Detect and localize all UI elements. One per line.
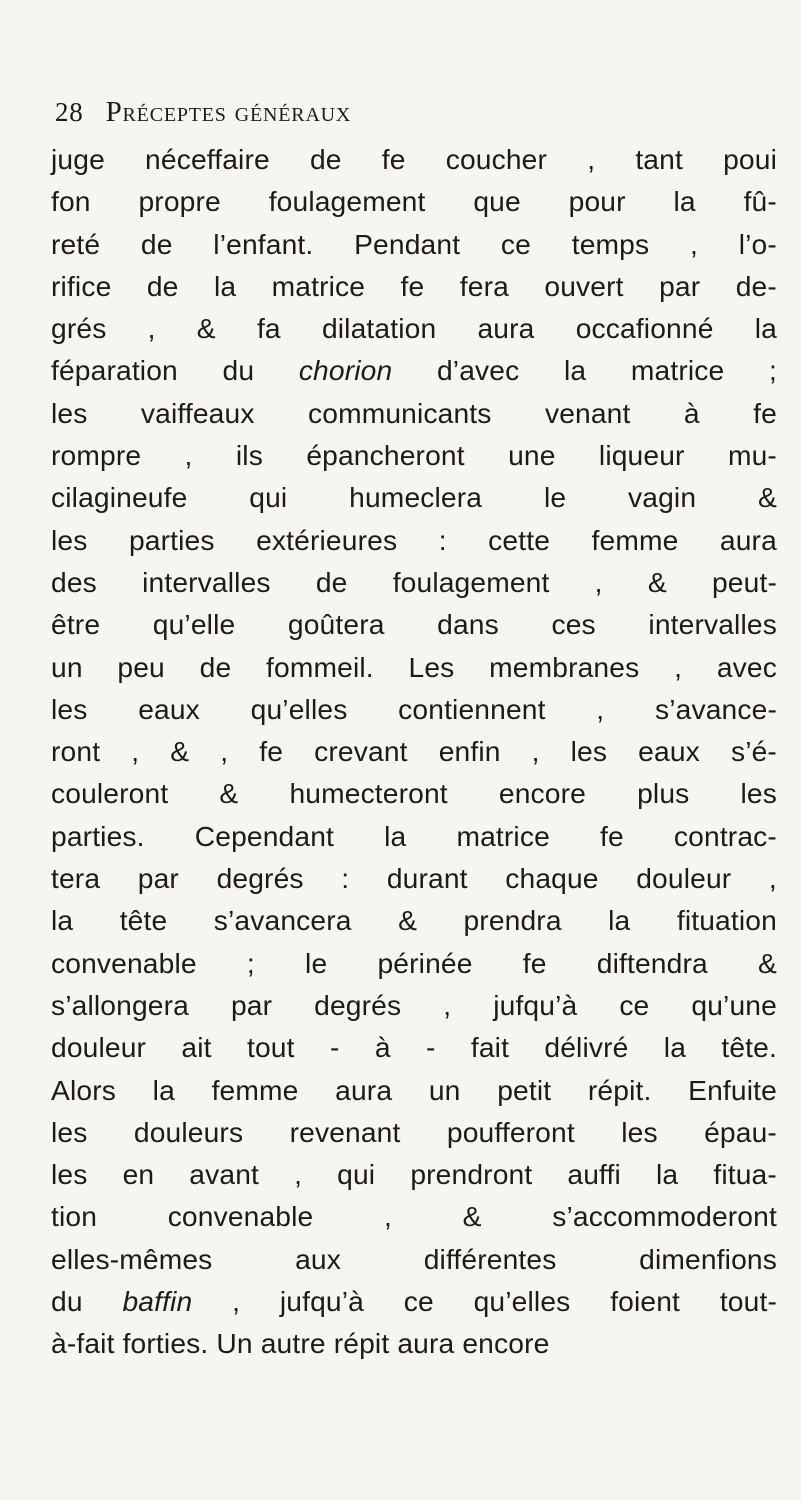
running-head xyxy=(55,96,777,138)
word: fait xyxy=(470,1031,510,1064)
word: peut- xyxy=(711,565,777,598)
word: ils xyxy=(235,439,263,472)
word: par xyxy=(659,269,701,302)
word: une xyxy=(508,439,556,472)
word: des xyxy=(51,565,97,598)
word: s’avancera xyxy=(213,904,352,937)
word: fe xyxy=(600,819,624,852)
word: liqueur xyxy=(598,439,685,472)
word: tera xyxy=(51,862,101,895)
body-text xyxy=(51,138,777,1365)
word: s’avance- xyxy=(655,692,777,725)
word: fituation xyxy=(676,904,777,937)
word: par xyxy=(230,988,273,1021)
word: la xyxy=(663,1031,687,1064)
word: parties. xyxy=(51,819,145,852)
text-line-20 xyxy=(51,942,777,984)
word: & xyxy=(170,735,190,768)
word: le xyxy=(543,481,567,514)
word: périnée xyxy=(377,946,473,979)
word: contiennent xyxy=(398,692,546,725)
word: qu’elles xyxy=(250,692,348,725)
word: ait xyxy=(181,1031,212,1064)
word: & xyxy=(758,481,777,514)
word: poui xyxy=(723,143,777,175)
text-line-7 xyxy=(51,392,777,434)
word: petit xyxy=(497,1073,552,1106)
word: membranes xyxy=(489,650,640,683)
word: eaux xyxy=(638,735,700,768)
text-line-28 xyxy=(51,1280,777,1322)
word: , xyxy=(768,862,777,895)
word: extérieures xyxy=(256,523,398,556)
word: reté xyxy=(51,227,101,260)
word: tout xyxy=(246,1031,295,1064)
word: fommeil. xyxy=(266,650,374,683)
word: humecteront xyxy=(289,777,448,810)
word: , xyxy=(232,1285,241,1318)
word: , xyxy=(689,227,698,260)
text-line-25 xyxy=(51,1153,777,1195)
text-line-18 xyxy=(51,857,777,899)
word: différentes xyxy=(423,1242,557,1275)
word: convenable xyxy=(51,946,197,979)
word: intervalles xyxy=(142,565,271,598)
word: encore xyxy=(462,1327,550,1360)
word: de- xyxy=(735,269,777,302)
word: goûtera xyxy=(287,608,385,641)
word: les xyxy=(51,396,88,429)
text-line-15 xyxy=(51,730,777,772)
word: durant xyxy=(386,862,468,895)
word: forties. xyxy=(122,1327,209,1360)
word: , xyxy=(220,735,229,768)
word: fitua- xyxy=(713,1158,777,1191)
text-line-3 xyxy=(51,223,777,265)
word: répit. xyxy=(587,1073,652,1106)
word: , xyxy=(531,735,540,768)
word: mu- xyxy=(727,439,777,472)
word: ; xyxy=(246,946,255,979)
word: cilagineufe xyxy=(51,481,188,514)
word: vaiffeaux xyxy=(140,396,255,429)
word: les xyxy=(51,692,88,725)
word: , xyxy=(674,650,683,683)
word: les xyxy=(51,1115,88,1148)
word: , xyxy=(131,735,140,768)
word: jufqu’à xyxy=(493,988,578,1021)
word: foulagement xyxy=(392,565,550,598)
word: à-fait xyxy=(51,1327,115,1360)
word: tête. xyxy=(721,1031,777,1064)
word: ; xyxy=(768,354,777,387)
word: & xyxy=(219,777,239,810)
word: prendra xyxy=(463,904,562,937)
word: l’o- xyxy=(738,227,777,260)
word: plus xyxy=(637,777,690,810)
text-line-9 xyxy=(51,476,777,518)
word: les xyxy=(740,777,777,810)
word: pour xyxy=(568,185,626,218)
text-line-11 xyxy=(51,561,777,603)
text-line-27 xyxy=(51,1238,777,1280)
word: juge xyxy=(51,143,105,175)
text-line-2 xyxy=(51,180,777,222)
word: un xyxy=(428,1073,461,1106)
word: aux xyxy=(295,1242,342,1275)
word: s’allongera xyxy=(51,988,189,1021)
word: tête xyxy=(119,904,168,937)
word: qui xyxy=(337,1158,376,1191)
word: fera xyxy=(459,269,509,302)
word: , xyxy=(594,565,603,598)
word: dans xyxy=(437,608,499,641)
text-line-29 xyxy=(51,1322,777,1364)
word: dilatation xyxy=(321,312,437,345)
word: douleur xyxy=(51,1031,147,1064)
word: s’é- xyxy=(730,735,777,768)
word: ront xyxy=(51,735,101,768)
word: Pendant xyxy=(354,227,461,260)
word: Alors xyxy=(51,1073,116,1106)
word: cette xyxy=(488,523,551,556)
text-line-5 xyxy=(51,307,777,349)
word: qui xyxy=(249,481,288,514)
word: répit xyxy=(333,1327,390,1360)
word: féparation xyxy=(51,354,178,387)
word: humeclera xyxy=(349,481,483,514)
word: ce xyxy=(619,988,650,1021)
text-line-24 xyxy=(51,1111,777,1153)
word: la xyxy=(563,354,587,387)
word: ce xyxy=(403,1285,434,1318)
word: fû- xyxy=(743,185,777,218)
running-title: Préceptes généraux xyxy=(105,96,352,128)
text-line-6 xyxy=(51,349,777,391)
word: la xyxy=(213,269,237,302)
word: fe xyxy=(400,269,425,302)
word: Un xyxy=(216,1327,253,1360)
text-line-23 xyxy=(51,1069,777,1111)
text-line-10 xyxy=(51,519,777,561)
word: & xyxy=(647,565,667,598)
word: matrice xyxy=(456,819,550,852)
word: chaque xyxy=(505,862,599,895)
word: tion xyxy=(51,1200,98,1233)
word: baffin xyxy=(122,1285,193,1318)
word: tant xyxy=(635,143,683,175)
text-line-12 xyxy=(51,603,777,645)
word: foient xyxy=(610,1285,681,1318)
word: fe xyxy=(753,396,777,429)
text-line-4 xyxy=(51,265,777,307)
word: femme xyxy=(591,523,679,556)
word: & xyxy=(196,312,216,345)
text-line-1 xyxy=(51,138,777,180)
word: convenable xyxy=(167,1200,314,1233)
word: aura xyxy=(719,523,777,556)
word: auffi xyxy=(567,1158,621,1191)
word: fa xyxy=(256,312,281,345)
word: foulagement xyxy=(268,185,426,218)
word: par xyxy=(137,862,179,895)
word: prendront xyxy=(410,1158,533,1191)
word: , xyxy=(184,439,193,472)
word: la xyxy=(754,312,777,345)
word: enfin xyxy=(438,735,501,768)
word: coucher xyxy=(445,143,548,175)
word: aura xyxy=(397,1327,455,1360)
word: diftendra xyxy=(596,946,708,979)
word: qu’une xyxy=(691,988,777,1021)
word: du xyxy=(51,1285,83,1318)
word: de xyxy=(309,143,342,175)
word: , xyxy=(294,1158,303,1191)
word: d’avec xyxy=(436,354,520,387)
word: degrés xyxy=(314,988,402,1021)
word: Enfuite xyxy=(688,1073,777,1106)
text-line-26 xyxy=(51,1195,777,1237)
word: , xyxy=(587,143,596,175)
word: poufferont xyxy=(446,1115,575,1148)
text-line-8 xyxy=(51,434,777,476)
text-line-14 xyxy=(51,688,777,730)
word: fe xyxy=(381,143,406,175)
word: dimenfions xyxy=(639,1242,777,1275)
word: la xyxy=(152,1073,175,1106)
word: ouvert xyxy=(544,269,624,302)
word: matrice xyxy=(630,354,725,387)
word: elles-mêmes xyxy=(51,1242,213,1275)
word: un xyxy=(51,650,83,683)
word: épau- xyxy=(704,1115,777,1148)
word: couleront xyxy=(51,777,169,810)
word: être xyxy=(51,608,101,641)
word: la xyxy=(608,904,631,937)
word: parties xyxy=(128,523,215,556)
word: le xyxy=(305,946,328,979)
word: douleurs xyxy=(133,1115,244,1148)
word: la xyxy=(656,1158,679,1191)
page-number: 28 xyxy=(55,97,84,127)
word: rompre xyxy=(51,439,142,472)
word: ces xyxy=(551,608,596,641)
word: rifice xyxy=(51,269,112,302)
word: chorion xyxy=(298,354,393,387)
word: contrac- xyxy=(673,819,777,852)
word: épancheront xyxy=(306,439,465,472)
word: Les xyxy=(408,650,455,683)
word: l’enfant. xyxy=(213,227,314,260)
word: la xyxy=(384,819,407,852)
word: douleur xyxy=(636,862,732,895)
word: à xyxy=(683,396,700,429)
word: & xyxy=(758,946,777,979)
word: s’accommoderont xyxy=(552,1200,777,1233)
word: en xyxy=(122,1158,155,1191)
word: & xyxy=(398,904,418,937)
word: : xyxy=(341,862,350,895)
word: de xyxy=(199,650,232,683)
word: tout- xyxy=(719,1285,777,1318)
word: eaux xyxy=(138,692,200,725)
word: , xyxy=(147,312,156,345)
word: temps xyxy=(571,227,650,260)
word: intervalles xyxy=(648,608,777,641)
word: fon xyxy=(51,185,91,218)
word: fe xyxy=(259,735,284,768)
word: degrés xyxy=(216,862,304,895)
word: les xyxy=(51,1158,88,1191)
word: matrice xyxy=(271,269,366,302)
word: communicants xyxy=(308,396,492,429)
word: : xyxy=(438,523,447,556)
word: les xyxy=(570,735,608,768)
word: à xyxy=(374,1031,391,1064)
word: femme xyxy=(211,1073,299,1106)
word: , xyxy=(596,692,605,725)
word: néceffaire xyxy=(145,143,270,175)
word: aura xyxy=(477,312,535,345)
word: crevant xyxy=(314,735,408,768)
word: fe xyxy=(522,946,547,979)
text-line-22 xyxy=(51,1026,777,1068)
word: délivré xyxy=(544,1031,629,1064)
text-line-17 xyxy=(51,815,777,857)
word: revenant xyxy=(289,1115,401,1148)
word: grés xyxy=(51,312,107,345)
word: - xyxy=(425,1031,436,1064)
word: qu’elle xyxy=(152,608,236,641)
word: qu’elles xyxy=(473,1285,571,1318)
word: du xyxy=(222,354,255,387)
word: aura xyxy=(335,1073,393,1106)
word: - xyxy=(329,1031,340,1064)
word: Cependant xyxy=(194,819,335,852)
word: autre xyxy=(260,1327,326,1360)
text-line-16 xyxy=(51,772,777,814)
word: la xyxy=(673,185,696,218)
word: & xyxy=(462,1200,482,1233)
text-line-13 xyxy=(51,646,777,688)
word: les xyxy=(51,523,88,556)
word: , xyxy=(443,988,452,1021)
word: avec xyxy=(716,650,777,683)
word: la xyxy=(51,904,74,937)
word: ce xyxy=(500,227,531,260)
word: de xyxy=(315,565,348,598)
text-line-21 xyxy=(51,984,777,1026)
word: , xyxy=(384,1200,392,1233)
word: jufqu’à xyxy=(279,1285,364,1318)
word: de xyxy=(140,227,173,260)
word: les xyxy=(621,1115,658,1148)
word: vagin xyxy=(628,481,697,514)
word: occafionné xyxy=(575,312,714,345)
word: de xyxy=(146,269,179,302)
word: que xyxy=(473,185,521,218)
word: propre xyxy=(138,185,221,218)
word: venant xyxy=(544,396,631,429)
word: avant xyxy=(189,1158,260,1191)
word: peu xyxy=(117,650,165,683)
word: encore xyxy=(498,777,586,810)
text-line-19 xyxy=(51,899,777,941)
